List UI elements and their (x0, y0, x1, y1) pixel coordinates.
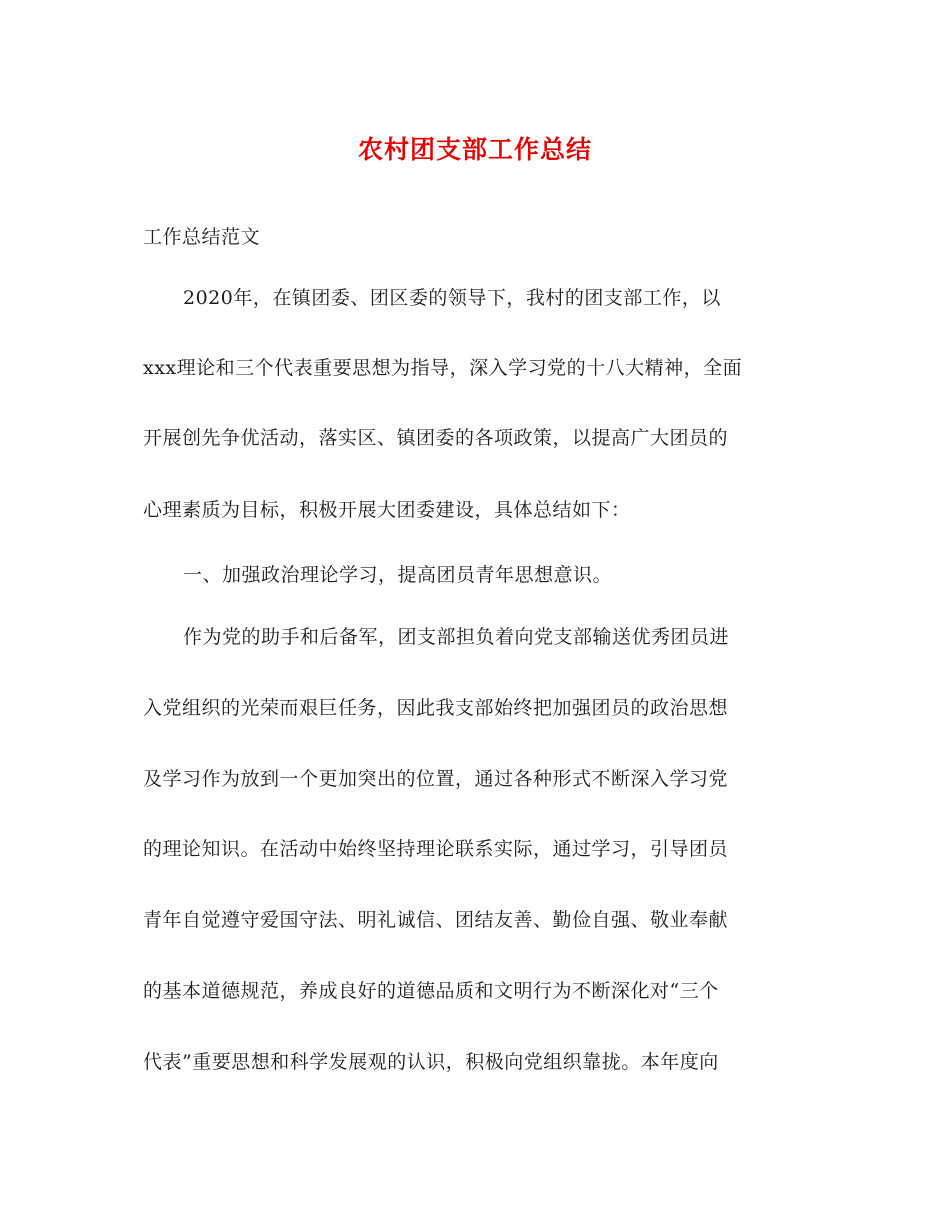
text-line: 青年自觉遵守爱国守法、明礼诚信、团结友善、勤俭自强、敬业奉献 (143, 909, 729, 931)
text-line: 代表”重要思想和科学发展观的认识，积极向党组织靠拢。本年度向 (143, 1051, 719, 1073)
document-title: 农村团支部工作总结 (357, 135, 592, 164)
text-line: 入党组织的光荣而艰巨任务，因此我支部始终把加强团员的政治思想 (143, 697, 729, 719)
text-line: 开展创先争优活动，落实区、镇团委的各项政策，以提高广大团员的 (143, 427, 729, 449)
text-line-paragraph-start: 作为党的助手和后备军，团支部担负着向党支部输送优秀团员进 (183, 626, 730, 648)
text-line: 及学习作为放到一个更加突出的位置，通过各种形式不断深入学习党 (143, 768, 729, 790)
text-line: 的基本道德规范，养成良好的道德品质和文明行为不断深化对“三个 (143, 980, 719, 1002)
text-line-paragraph-start: 2020年，在镇团委、团区委的领导下，我村的团支部工作，以 (183, 287, 721, 309)
text-line: 心理素质为目标，积极开展大团委建设，具体总结如下： (143, 499, 631, 521)
text-line: 的理论知识。在活动中始终坚持理论联系实际，通过学习，引导团员 (143, 838, 729, 860)
section-heading: 一、加强政治理论学习，提高团员青年思想意识。 (183, 564, 613, 586)
text-line: xxx理论和三个代表重要思想为指导，深入学习党的十八大精神，全面 (143, 357, 743, 379)
text-line-category: 工作总结范文 (143, 226, 261, 248)
